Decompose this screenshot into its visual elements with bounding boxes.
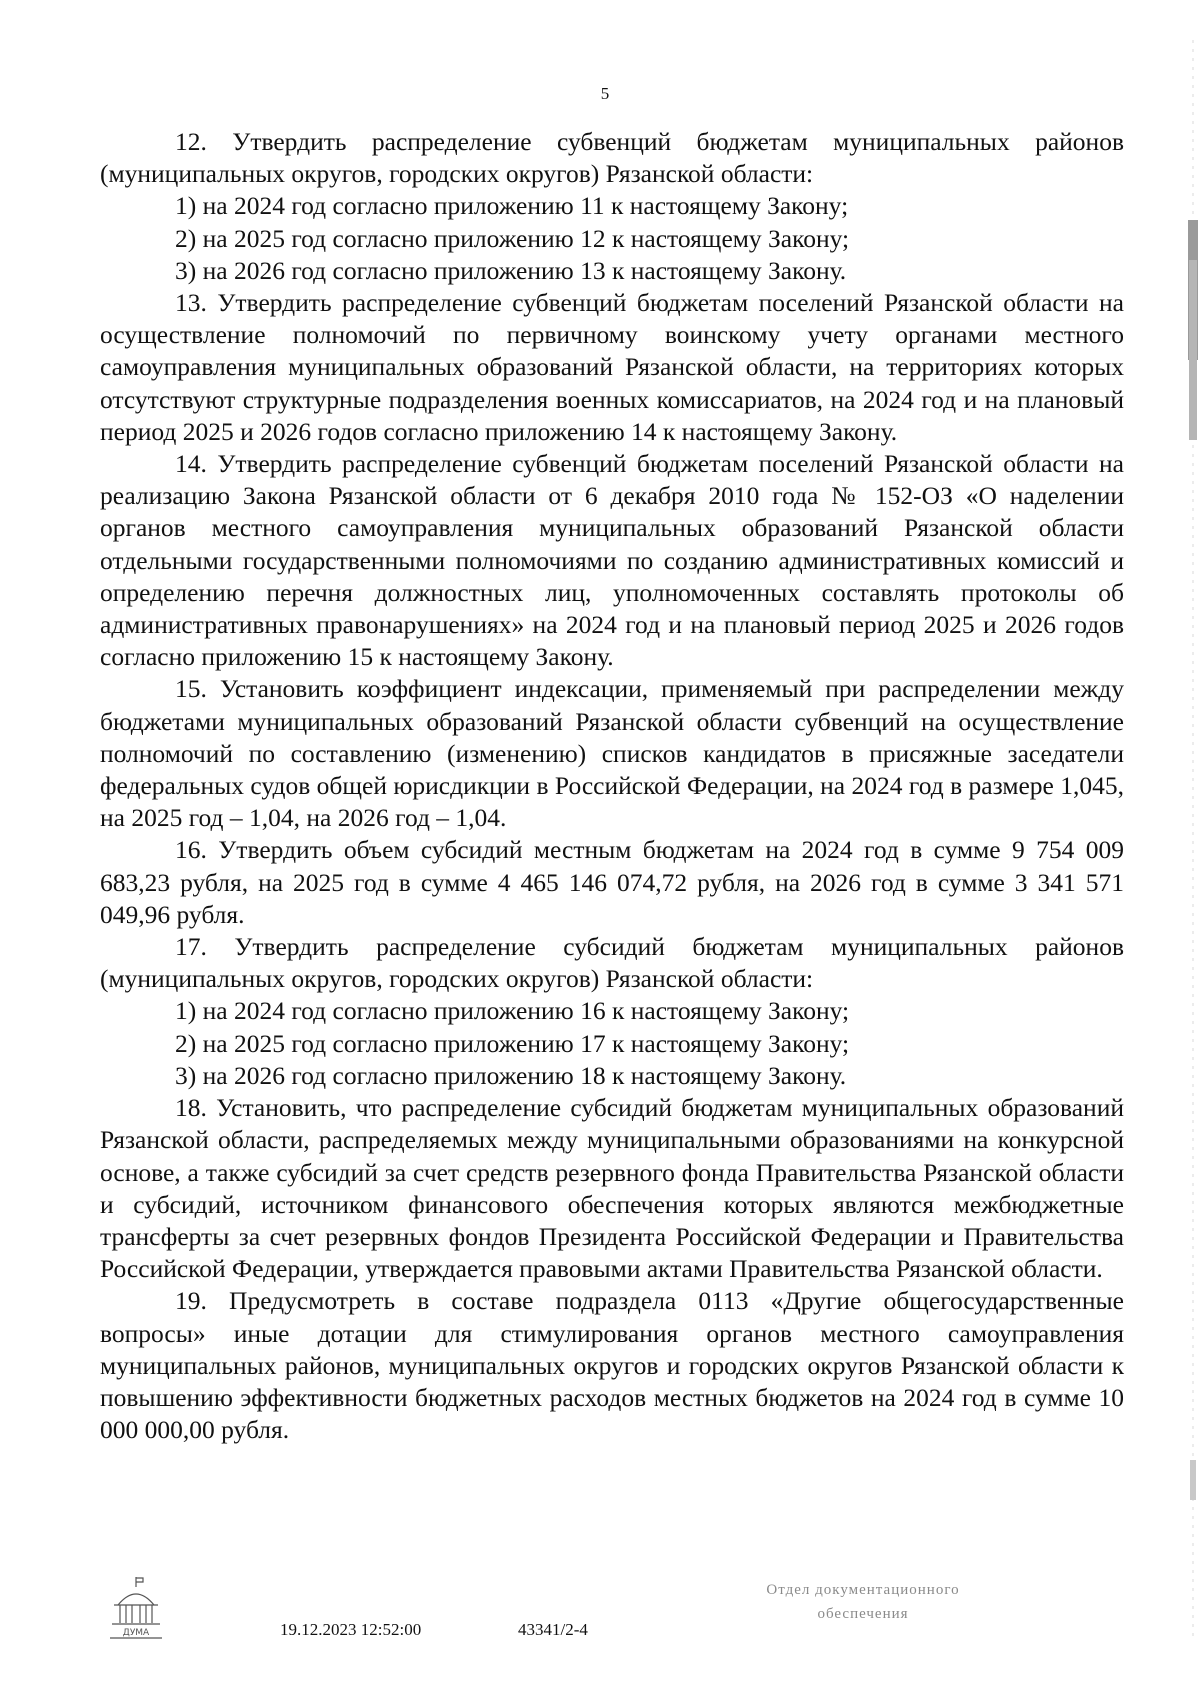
logo-text: ДУМА: [122, 1628, 150, 1638]
stamp-line-2: обеспечения: [817, 1606, 909, 1622]
paragraph-17: 17. Утвердить распределение субсидий бюджетам муниципальных районов (муниципальных округов, городских округов) Рязанской области:: [100, 932, 1124, 994]
list-item: 2) на 2025 год согласно приложению 17 к настоящему Закону;: [175, 1028, 850, 1058]
scan-edge-artifact: [1186, 40, 1200, 1640]
list-item: 1) на 2024 год согласно приложению 11 к настоящему Закону;: [175, 191, 849, 221]
list-item: 3) на 2026 год согласно приложению 18 к настоящему Закону.: [175, 1060, 847, 1090]
page-number: 5: [600, 84, 610, 103]
list-item: 1) на 2024 год согласно приложению 16 к настоящему Закону;: [175, 996, 850, 1026]
paragraph-14: 14. Утвердить распределение субвенций бюджетам поселений Рязанской области на реализацию Закона Рязанской области от 6 декабря 2010 года № 152-ОЗ «О наделении органов местного самоуправления муниципальных образований Рязанской области отдельными государственными полномочиями по созданию административных комиссий и определению перечня должностных лиц, уполномоченных составлять протоколы об административных правонарушениях» на 2024 год и на плановый период 2025 и 2026 годов согласно приложению 15 к настоящему Закону.: [100, 449, 1124, 672]
footer-datetime: 19.12.2023 12:52:00: [280, 1620, 422, 1639]
paragraph-13: 13. Утвердить распределение субвенций бюджетам поселений Рязанской области на осуществление полномочий по первичному воинскому учету органами местного самоуправления муниципальных образований Рязанской области, на территориях которых отсутствуют структурные подразделения военных комиссариатов, на 2024 год и на плановый период 2025 и 2026 годов согласно приложению 14 к настоящему Закону.: [100, 288, 1124, 446]
duma-building-logo: [108, 1575, 164, 1641]
list-item: 3) на 2026 год согласно приложению 13 к настоящему Закону.: [175, 255, 847, 285]
list-item: 2) на 2025 год согласно приложению 12 к настоящему Закону;: [175, 223, 850, 253]
paragraph-16: 16. Утвердить объем субсидий местным бюджетам на 2024 год в сумме 9 754 009 683,23 рубля, на 2025 год в сумме 4 465 146 074,72 рубля, на 2026 год в сумме 3 341 571 049,96 рубля.: [100, 835, 1124, 929]
department-stamp: [748, 1578, 978, 1626]
paragraph-12: 12. Утвердить распределение субвенций бюджетам муниципальных районов (муниципальных округов, городских округов) Рязанской области:: [100, 127, 1124, 189]
paragraph-15: 15. Установить коэффициент индексации, применяемый при распределении между бюджетами муниципальных образований Рязанской области субвенций на осуществление полномочий по составлению (изменению) списков кандидатов в присяжные заседатели федеральных судов общей юрисдикции в Российской Федерации, на 2024 год в размере 1,045, на 2025 год – 1,04, на 2026 год – 1,04.: [100, 674, 1124, 833]
stamp-line-1: Отдел документационного: [766, 1582, 960, 1598]
law-text-body: [100, 126, 1124, 1446]
paragraph-18: 18. Установить, что распределение субсидий бюджетам муниципальных образований Рязанской области, распределяемых между муниципальными образованиями на конкурсной основе, а также субсидий за счет средств резервного фонда Правительства Рязанской области и субсидий, источником финансового обеспечения которых являются межбюджетные трансферты за счет резервных фондов Президента Российской Федерации и Правительства Российской Федерации, утверждается правовыми актами Правительства Рязанской области.: [100, 1093, 1124, 1284]
paragraph-19: 19. Предусмотреть в составе подраздела 0113 «Другие общегосударственные вопросы» иные дотации для стимулирования органов местного самоуправления муниципальных районов, муниципальных округов и городских округов Рязанской области к повышению эффективности бюджетных расходов местных бюджетов на 2024 год в сумме 10 000 000,00 рубля.: [100, 1286, 1124, 1445]
footer-document-code: 43341/2-4: [518, 1620, 588, 1639]
